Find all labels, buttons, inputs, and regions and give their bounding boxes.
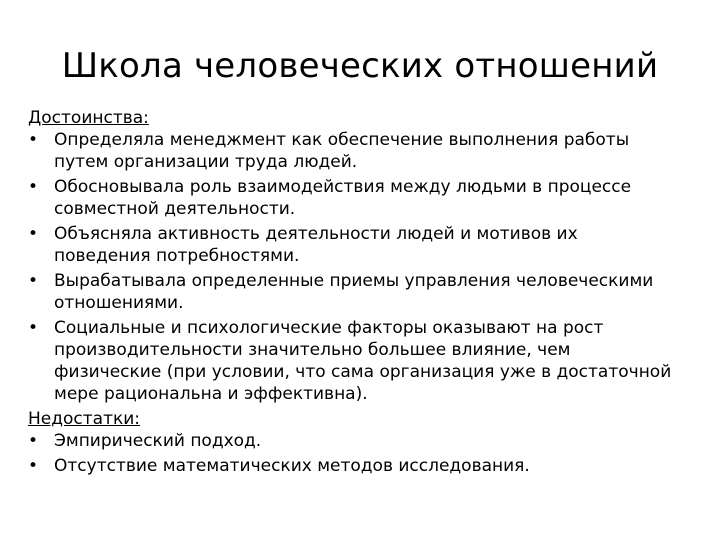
advantage-item — [28, 317, 678, 405]
disadvantage-item — [28, 455, 678, 477]
advantage-text: Социальные и психологические факторы оказывают на рост производительности значительно большее влияние, чем физические (при условии, что сама организация уже в достаточной мере рациональна и эффективна). — [54, 318, 672, 404]
advantage-text: Обосновывала роль взаимодействия между людьми в процессе совместной деятельности. — [54, 177, 632, 219]
bullet-icon: • — [28, 177, 39, 197]
advantage-text: Определяла менеджмент как обеспечение выполнения работы путем организации труда людей. — [54, 130, 630, 172]
bullet-icon: • — [28, 456, 39, 476]
bullet-icon: • — [28, 130, 39, 150]
advantage-item — [28, 129, 678, 173]
bullet-icon: • — [28, 224, 39, 244]
advantage-item — [28, 176, 678, 220]
slide-content — [28, 107, 678, 480]
slide-title: Школа человеческих отношений — [61, 46, 659, 86]
bullet-icon: • — [28, 431, 39, 451]
disadvantage-text: Эмпирический подход. — [54, 431, 262, 451]
disadvantages-heading: Недостатки: — [28, 409, 141, 429]
advantages-list — [28, 129, 678, 405]
disadvantages-list — [28, 430, 678, 477]
advantage-item — [28, 223, 678, 267]
disadvantage-item — [28, 430, 678, 452]
advantages-heading: Достоинства: — [28, 108, 149, 128]
bullet-icon: • — [28, 318, 39, 338]
advantage-text: Вырабатывала определенные приемы управления человеческими отношениями. — [54, 271, 654, 313]
bullet-icon: • — [28, 271, 39, 291]
disadvantage-text: Отсутствие математических методов исследования. — [54, 456, 530, 476]
advantage-item — [28, 270, 678, 314]
advantage-text: Объясняла активность деятельности людей и мотивов их поведения потребностями. — [54, 224, 578, 266]
